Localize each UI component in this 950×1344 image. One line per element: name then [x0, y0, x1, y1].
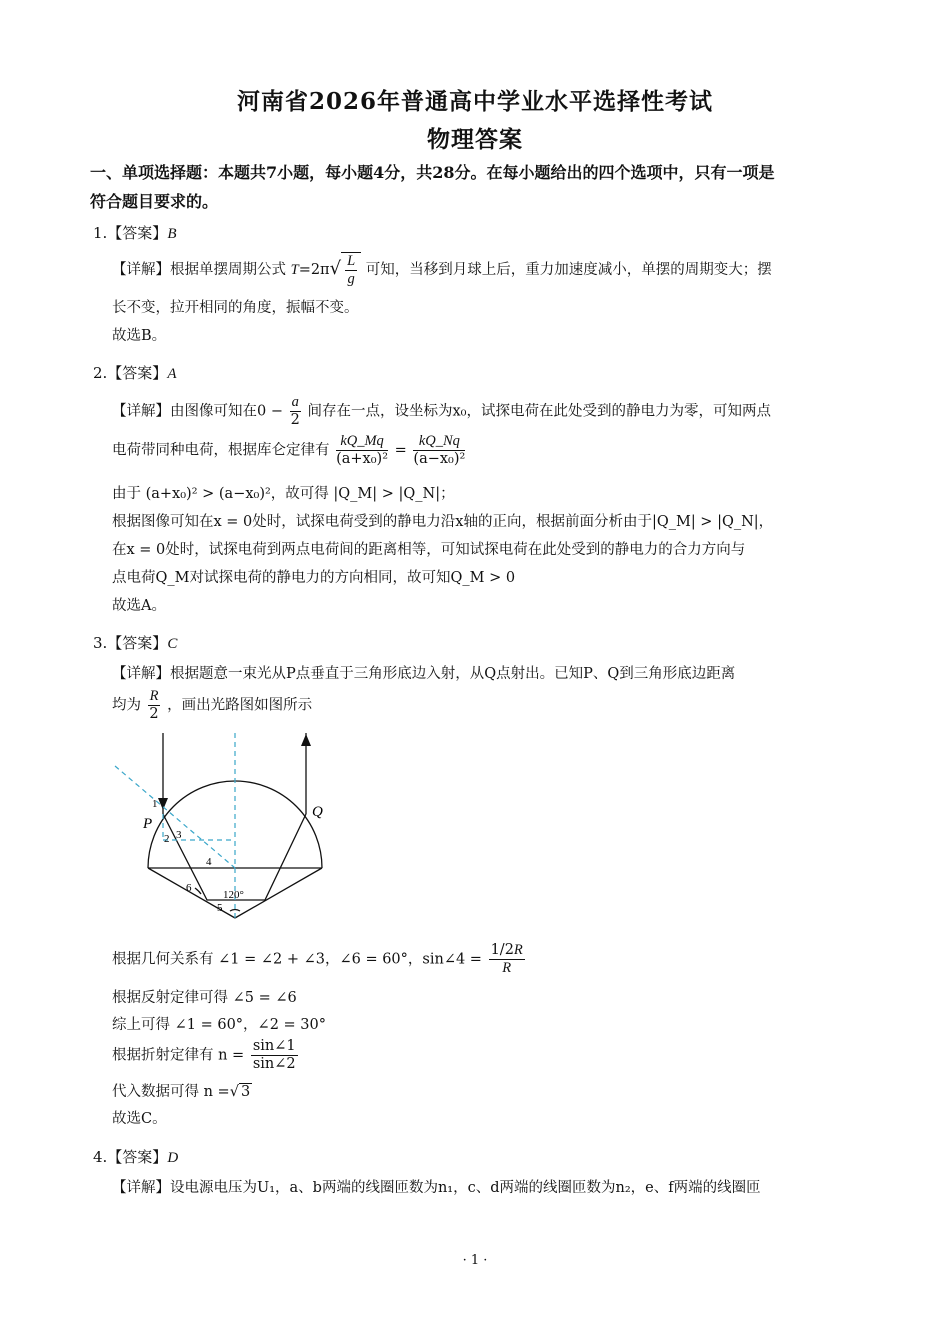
q2-detail-line7: 故选A。 [112, 598, 166, 614]
label-P: P [143, 816, 153, 832]
normal-dashed-line [115, 766, 235, 868]
angle-4: 4 [206, 856, 212, 868]
angle-1: 1 [152, 798, 158, 810]
q3-eq-line4: 根据折射定律有 n = $\frac{\sin\angle 1}{\sin\angle 2}$ [112, 1038, 296, 1072]
q3-detail-line1: 【详解】根据题意一束光从P点垂直于三角形底边入射，从Q点射出。已知P、Q到三角形底边距离 [112, 666, 736, 682]
q2-detail-line5: 在x = 0处时，试探电荷到两点电荷间的距离相等，可知试探电荷在此处受到的静电力的合力方向与 [112, 542, 746, 558]
angle-3: 3 [176, 829, 182, 841]
q3-answer: 3.【答案】C [93, 634, 178, 652]
q2-detail-line6: 点电荷Q_M对试探电荷的静电力的方向相同，故可知Q_M > 0 [112, 570, 516, 586]
angle-2: 2 [164, 833, 170, 845]
page-title: 河南省2026年普通高中学业水平选择性考试 [236, 88, 713, 115]
exit-arrowhead [301, 734, 311, 746]
q2-detail-line1: 【详解】由图像可知在0 − $\frac{a}{2}$ 间存在一点，设坐标为x₀，试探电荷在此处受到的静电力为零，可知两点 [112, 394, 771, 428]
q1-detail-line3: 故选B。 [112, 328, 167, 344]
q2-detail-line4: 根据图像可知在x = 0处时，试探电荷受到的静电力沿x轴的正向，根据前面分析由于|Q_M| > |Q_N|， [112, 514, 774, 530]
q4-answer: 4.【答案】D [93, 1148, 179, 1166]
q3-detail-line2: 均为 $\frac{R}{2}$ ，画出光路图如图所示 [112, 688, 313, 722]
section-heading-line2: 符合题目要求的。 [90, 192, 219, 211]
q3-eq-line1: 根据几何关系有 ∠1 = ∠2 + ∠3，∠6 = 60°，sin∠4 = $\frac{1/2R}{R}$ [112, 942, 523, 976]
q3-eq-line5: 代入数据可得 n =√ 3 [112, 1084, 251, 1100]
q1-detail-line1: 【详解】根据单摆周期公式 T=2π√ $\frac{L}{g}$ 可知，当移到月球上后，重力加速度减小，单摆的周期变大；摆 [112, 253, 772, 287]
q1-answer: 1.【答案】B [93, 224, 177, 242]
angle-5: 5 [217, 902, 223, 914]
q2-detail-line2: 电荷带同种电荷，根据库仑定律有 $\frac{kQ\_Mq}{\text{(a+x₀)²}}$ = $\frac{kQ\_Nq}{\text{(a−x₀)²}}$ [112, 433, 466, 467]
prism-right-edge [235, 868, 322, 918]
q3-eq-line2: 根据反射定律可得 ∠5 = ∠6 [112, 990, 297, 1006]
q2-answer: 2.【答案】A [93, 364, 177, 382]
q3-eq-line6: 故选C。 [112, 1111, 167, 1127]
q2-detail-line3: 由于 (a+x₀)² > (a−x₀)²，故可得 |Q_M| > |Q_N|； [112, 486, 455, 502]
label-Q: Q [312, 804, 323, 820]
apex-angle: 120° [223, 889, 244, 901]
q4-detail-line1: 【详解】设电源电压为U₁，a、b两端的线圈匝数为n₁，c、d两端的线圈匝数为n₂，e、f两端的线圈匝 [112, 1180, 761, 1196]
page-number: · 1 · [462, 1253, 488, 1268]
q1-detail-line2: 长不变，拉开相同的角度，振幅不变。 [112, 300, 359, 316]
angle-6: 6 [186, 882, 192, 894]
page-subtitle: 物理答案 [427, 126, 523, 153]
section-heading-line1: 一、单项选择题：本题共7小题，每小题4分，共28分。在每小题给出的四个选项中，只有一项是 [90, 163, 775, 182]
q3-eq-line3: 综上可得 ∠1 = 60°，∠2 = 30° [112, 1017, 326, 1033]
light-path-diagram [100, 728, 360, 928]
